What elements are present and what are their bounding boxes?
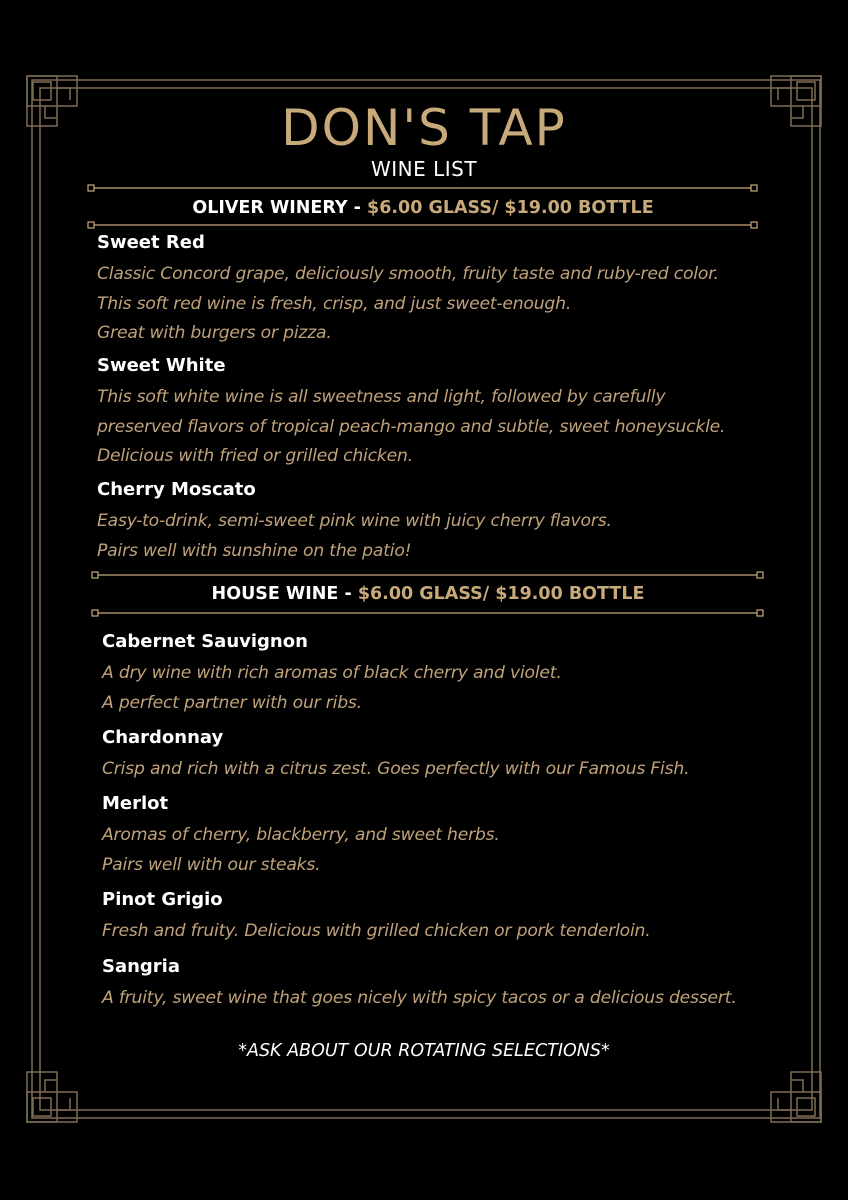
- wine-description: This soft white wine is all sweetness and light, followed by carefully preserved flavors of tropical peach-mango and subtle, sweet honeysuckle. Delicious with fried or grilled chicken.: [97, 387, 726, 466]
- section-price: $6.00 GLASS/ $19.00 BOTTLE: [367, 198, 654, 218]
- wine-name: Sweet White: [97, 355, 226, 376]
- page-subtitle: WINE LIST: [370, 157, 478, 181]
- wine-description: Aromas of cherry, blackberry, and sweet herbs. Pairs well with our steaks.: [102, 825, 500, 875]
- section-price: $6.00 GLASS/ $19.00 BOTTLE: [357, 584, 645, 604]
- corner-ornament-icon: [27, 1072, 77, 1122]
- wine-name: Chardonnay: [102, 727, 224, 748]
- wine-name: Cherry Moscato: [97, 479, 256, 500]
- section-name: HOUSE WINE: [211, 584, 339, 604]
- wine-description: Classic Concord grape, deliciously smooth, fruity taste and ruby-red color. This soft red wine is fresh, crisp, and just sweet-enough. Great with burgers or pizza.: [97, 264, 719, 343]
- wine-name: Cabernet Sauvignon: [102, 631, 308, 652]
- wine-description: Easy-to-drink, semi-sweet pink wine with juicy cherry flavors. Pairs well with sunshine on the patio!: [97, 511, 612, 561]
- footer-note: *ASK ABOUT OUR ROTATING SELECTIONS*: [238, 1041, 610, 1061]
- wine-name: Merlot: [102, 793, 169, 814]
- section-header-house-wine: HOUSE WINE - $6.00 GLASS/ $19.00 BOTTLE: [211, 584, 645, 604]
- wine-description: Crisp and rich with a citrus zest. Goes perfectly with our Famous Fish.: [102, 759, 690, 779]
- section-header-oliver-winery: OLIVER WINERY - $6.00 GLASS/ $19.00 BOTTLE: [192, 198, 654, 218]
- page-title: DON'S TAP: [281, 99, 567, 157]
- wine-name: Sangria: [102, 956, 181, 977]
- wine-name: Sweet Red: [97, 232, 205, 253]
- wine-description: A dry wine with rich aromas of black cherry and violet. A perfect partner with our ribs.: [102, 663, 562, 713]
- wine-name: Pinot Grigio: [102, 889, 223, 910]
- wine-description: Fresh and fruity. Delicious with grilled chicken or pork tenderloin.: [102, 921, 651, 941]
- wine-description: A fruity, sweet wine that goes nicely with spicy tacos or a delicious dessert.: [102, 988, 737, 1008]
- corner-ornament-icon: [771, 1072, 821, 1122]
- section-name: OLIVER WINERY: [192, 198, 348, 218]
